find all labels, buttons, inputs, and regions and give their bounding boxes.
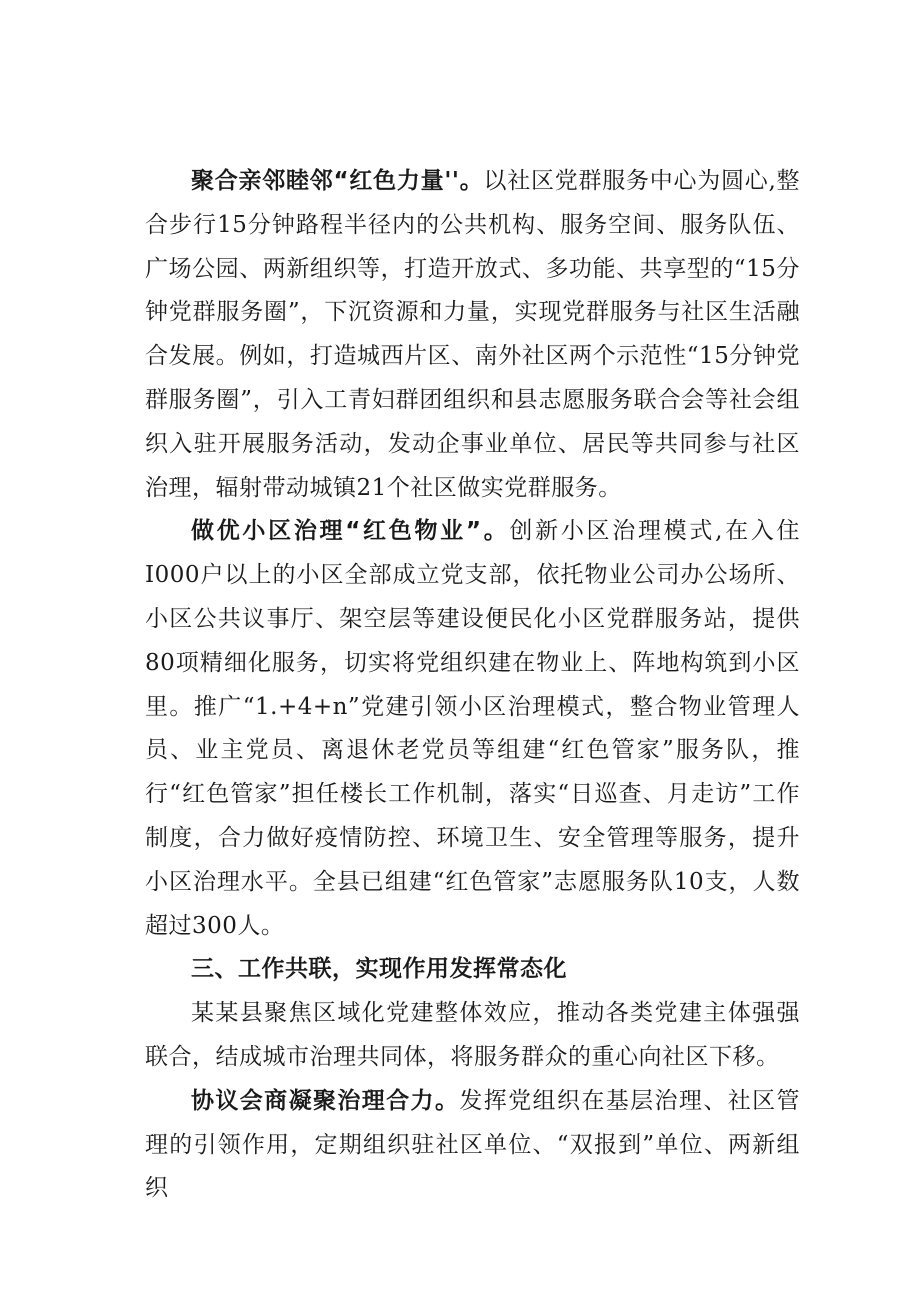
paragraph-red-property: [145, 510, 800, 948]
paragraph-lead: 协议会商凝聚治理合力。: [191, 1087, 460, 1114]
paragraph-intro: [145, 992, 800, 1080]
document-page: [145, 160, 800, 1211]
paragraph-body: 以社区党群服务中心为圆心,整合步行15分钟路程半径内的公共机构、服务空间、服务队伍、广场公园、两新组织等，打造开放式、多功能、共享型的“15分钟党群服务圈”，下沉资源和力量，实现党群服务与社区生活融合发展。例如，打造城西片区、南外社区两个示范性“15分钟党群服务圈”，引入工青妇群团组织和县志愿服务联合会等社会组织入驻开展服务活动，发动企事业单位、居民等共同参与社区治理，辐射带动城镇21个社区做实党群服务。: [145, 168, 801, 501]
paragraph-body: 某某县聚焦区域化党建整体效应，推动各类党建主体强强联合，结成城市治理共同体，将服务群众的重心向社区下移。: [145, 1000, 800, 1070]
paragraph-lead: 聚合亲邻睦邻“红色力量''。: [191, 168, 484, 194]
paragraph-body: 创新小区治理模式,在入住I000户以上的小区全部成立党支部，依托物业公司办公场所、小区公共议事厅、架空层等建设便民化小区党群服务站，提供80项精细化服务，切实将党组织建在物业上、阵地构筑到小区里。推广“1.+4+n”党建引领小区治理模式，整合物业管理人员、业主党员、离退休老党员等组建“红色管家”服务队，推行“红色管家”担任楼长工作机制，落实“日巡查、月走访”工作制度，合力做好疫情防控、环境卫生、安全管理等服务，提升小区治理水平。全县已组建“红色管家”志愿服务队10支，人数超过300人。: [145, 518, 801, 939]
paragraph-body: 发挥党组织在基层治理、社区管理的引领作用，定期组织驻社区单位、“双报到”单位、两新组织: [145, 1087, 801, 1202]
paragraph-lead: 做优小区治理“红色物业”。: [191, 518, 510, 545]
section-heading: 三、工作共联，实现作用发挥常态化: [191, 956, 567, 983]
paragraph-red-force: [145, 160, 800, 510]
paragraph-consultation: [145, 1080, 800, 1211]
